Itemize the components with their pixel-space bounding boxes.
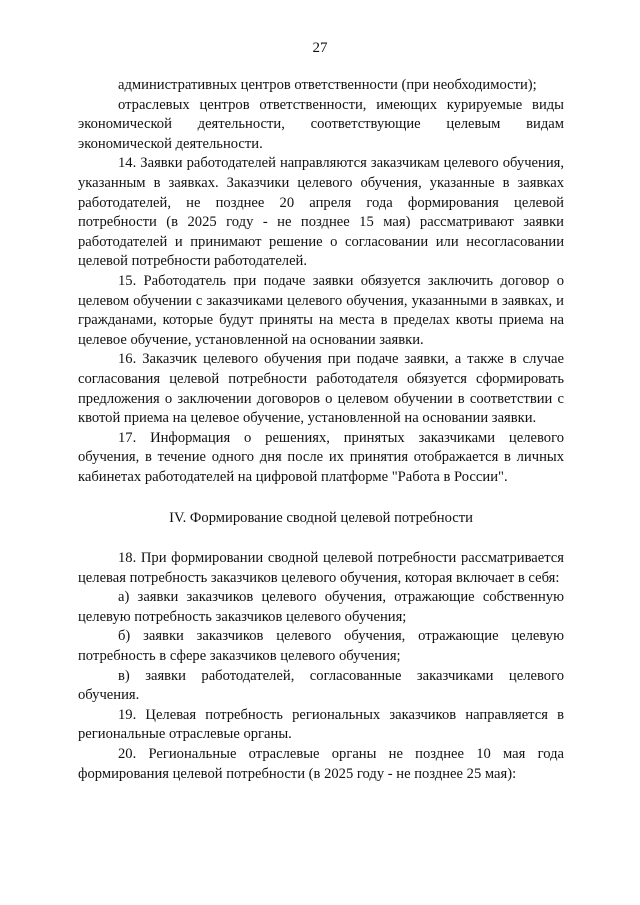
paragraph-15: 15. Работодатель при подаче заявки обязуется заключить договор о целевом обучении с заказчиками целевого обучения, указанными в заявках, и гражданами, которые будут приняты на места в пределах квоты приема на целевое обучение, установленной на основании заявки.: [78, 272, 564, 348]
paragraph-20: 20. Региональные отраслевые органы не позднее 10 мая года формирования целевой потребности (в 2025 году - не позднее 25 мая):: [78, 746, 564, 782]
paragraph-14: 14. Заявки работодателей направляются заказчикам целевого обучения, указанным в заявках. Заказчики целевого обучения, указанные в заявках работодателей, не позднее 20 апреля года формирования целевой потребности (в 2025 году - не позднее 15 мая) рассматривают заявки работодателей и принимают решение о согласовании или несогласовании целевой потребности работодателей.: [78, 155, 564, 270]
document-body: [78, 76, 564, 784]
paragraph-admin-centers: административных центров ответственности (при необходимости);: [118, 77, 537, 93]
paragraph-industry-centers: отраслевых центров ответственности, имеющих курируемые виды экономической деятельности, соответствующие целевым видам экономической деятельности.: [78, 96, 564, 152]
paragraph-17: 17. Информация о решениях, принятых заказчиками целевого обучения, в течение одного дня после их принятия отображается в личных кабинетах работодателей на цифровой платформе "Работа в России".: [78, 429, 564, 485]
paragraph-19: 19. Целевая потребность региональных заказчиков направляется в региональные отраслевые органы.: [78, 706, 564, 743]
section-heading: IV. Формирование сводной целевой потребности: [169, 510, 473, 527]
paragraph-16: 16. Заказчик целевого обучения при подаче заявки, а также в случае согласования целевой потребности работодателя обязуется сформировать предложения о заключении договоров о целевом обучении в соответствии с квотой приема на целевое обучение, установленной на основании заявки.: [78, 351, 564, 427]
page-number: 27: [312, 40, 328, 56]
paragraph-18: 18. При формировании сводной целевой потребности рассматривается целевая потребность заказчиков целевого обучения, которая включает в себя:: [78, 550, 564, 586]
paragraph-18-b: б) заявки заказчиков целевого обучения, отражающие целевую потребность в сфере заказчиков целевого обучения;: [78, 628, 564, 665]
paragraph-18-a: а) заявки заказчиков целевого обучения, отражающие собственную целевую потребность заказчиков целевого обучения;: [78, 589, 564, 625]
paragraph-18-c: в) заявки работодателей, согласованные заказчиками целевого обучения.: [78, 667, 564, 704]
